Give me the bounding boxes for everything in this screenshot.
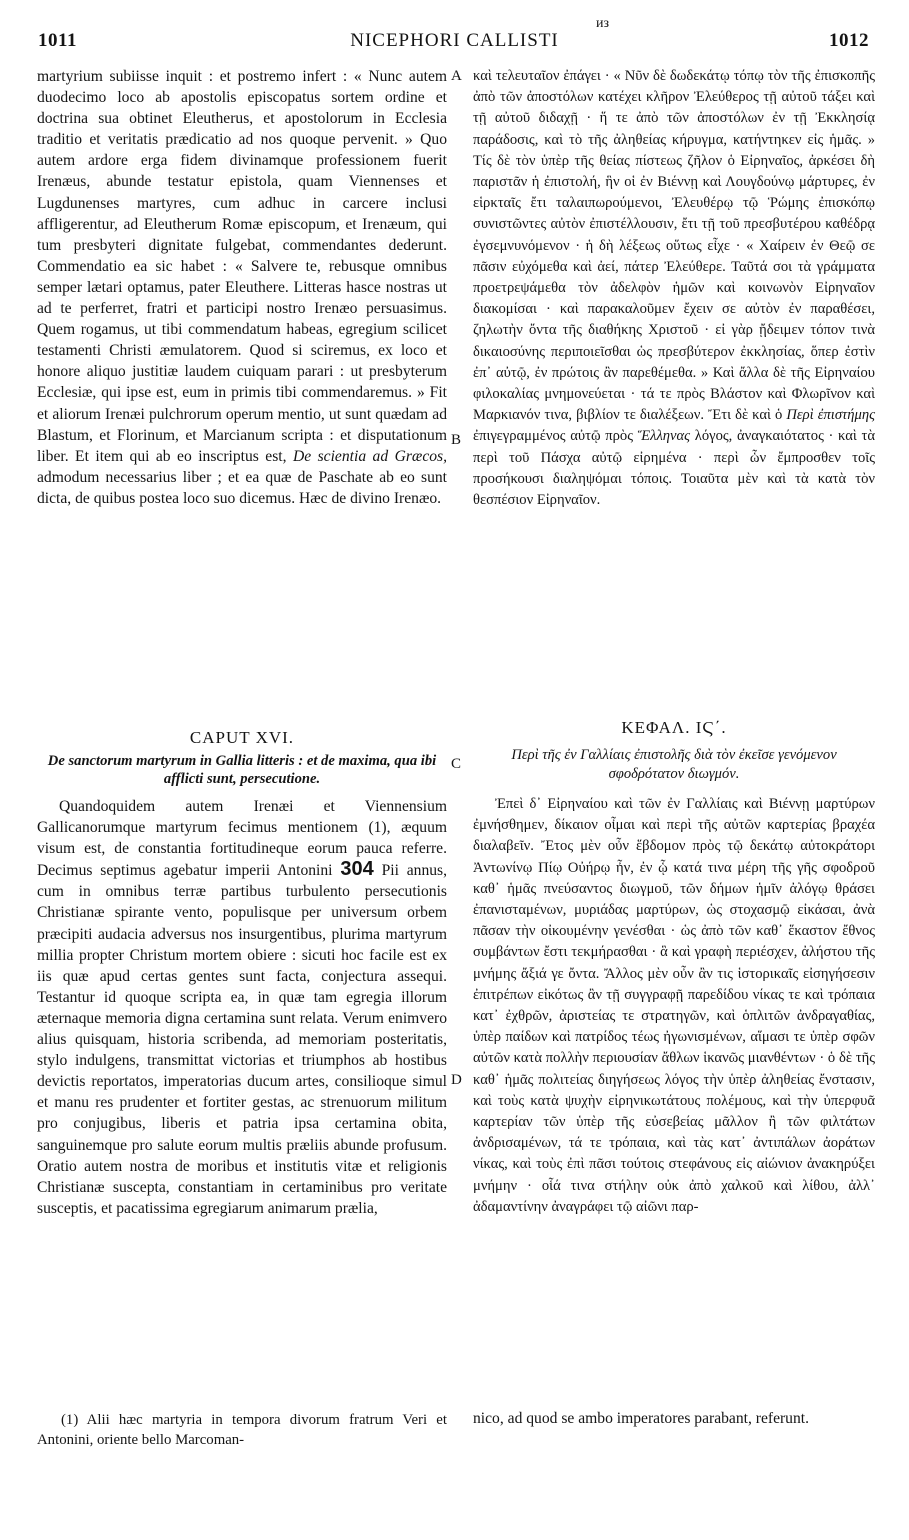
greek-body-text xyxy=(473,794,875,1218)
latin-chapter-subtitle: De sanctorum martyrum in Gallia litteris : et de maxima, qua ibi afflicti sunt, persecutione. xyxy=(47,753,437,787)
latin-top-italic: De scientia ad Græcos, xyxy=(292,447,448,465)
greek-top-main: καὶ τελευταῖον ἐπάγει · « Νῦν δὲ δωδεκάτῳ τόπῳ τὸν τῆς ἐπισκοπῆς ἀπὸ τῶν ἀποστόλων κατέχει κλῆρον Ἐλεύθερος τῇ αὐτοῦ τάξει καὶ τῇ αὐτοῦ διδαχῇ · ἥ τε ἀπὸ τῶν ἀποστόλων ἐν τῇ Ἐκκλησίᾳ παράδοσις, καὶ τὸ τῆς ἀληθείας κήρυγμα, κατήντηκεν εἰς ἡμᾶς. » Τίς δὲ τὸν ὑπὲρ τῆς θείας πίστεως ζῆλον ὁ Εἰρηναῖος, ἀρκέσει δὴ παριστᾶν ἡ ἐπιστολή, ἣν οἱ ἐν Βιέννῃ καὶ Λουγδούνῳ μάρτυρες, ἐν εἱρκταῖς ἔτι ταλαιπωρούμενοι, Ἐλευθέρῳ τῷ Ῥώμης ἐπισκόπῳ συνιστῶντες αὐτὸν ἐπιστέλλουσιν, ἔτι τῇ τοῦ πρεσβυτέρου καθέδρᾳ ἐγσεμνυνόμενον · ἡ δὴ λέξεως οὕτως εἶχε · « Χαίρειν ἐν Θεῷ σε πᾶσιν εὐχόμεθα καὶ ἀεί, πάτερ Ἐλεύθερε. Ταῦτά σοι τὰ γράμματα προετρεψάμεθα τὸν ἀδελφὸν ἡμῶν καὶ κοινωνὸν Εἰρηναῖον διακομίσαι · καὶ παρακαλοῦμεν ἔχειν σε αὐτὸν ἐν παραθέσει, ζηλωτὴν ὄντα τῆς διαθήκης Χριστοῦ · εἰ γὰρ ᾔδειμεν τόπον τινὰ δικαιοσύνης περιποιεῖσθαι ὡς πρεσβύτερον ἐκκλησίας, ὅπερ ἐστὶν ἐπ᾽ αὐτῷ, ἐν πρώτοις ἂν παρεθέμεθα. » Καὶ ἄλλα δὲ τῆς Εἰρηναίου φιλοκαλίας μνημονεύεται · τά τε πρὸς Βλάστον καὶ Φλωρῖνον καὶ Μαρκιανόν τινα, βιβλίον τε διαλέξεων. Ἔτι δὲ καὶ ὁ xyxy=(473,68,875,424)
latin-body-end: Pii annus, cum in omnibus terræ partibus turbulento persecutionis Christianæ spirante vento, populisque per universum orbem præcipiti audacia adversus nos insurgentibus, plurima martyrum millia propter Christum mortem obiere : sicuti hoc facile est ex iis quæ apud certas gentes sunt facta, conjectura assequi. Testantur id quoque scripta ea, in quæ tam egregia illorum æternaque memoria digna certamina sunt relata. Verum enimvero alius quisquam, historia scribenda, ad memoriam posteritatis, stylo indulgens, transmittat victorias et triumphos ab hostibus devictis reportatos, imperatorias ducum artes, consilioque simul et manu res prudenter et fortiter gestas, ac strenuorum militum pro conjugibus, liberis et patria ipsa certamina obita, sanguinemque pro salute eorum multis præliis abunde profusum. Oratio autem nostra de moribus et institutis vitæ et religionis Christianæ suscepta, constantiam in certaminibus pro veritate susceptis, et pacatissima egregiarum animarum prælia, xyxy=(37,862,448,1217)
margin-letter-c: C xyxy=(451,756,462,772)
greek-top-italic-2: Ἕλληνας xyxy=(637,428,691,445)
running-title: NICEPHORI CALLISTI xyxy=(350,30,559,51)
latin-top-main: martyrium subiisse inquit : et postremo infert : « Nunc autem duodecimo loco ab apostolis episcopatus sortem ordine et doctrina sua obtinet Eleutherus, et apostolorum in Ecclesia traditio et veritatis prædicatio ad nos quoque pervenit. » Quo autem ardore erga fidem divinamque professionem fuerit Irenæus, abunde testatur epistola, quam Viennenses et Lugdunenses martyres, cum adhuc in carcere inclusi affligerentur, ad Eleutherum Romæ episcopum, et Irenæum, qui tum presbyteri dignitate fulgebat, commendantes dederunt. Commendatio ea sic habet : « Salvere te, rebusque omnibus semper lætari optamus, pater Eleuthere. Litteras hasce nostras ut ad te perferret, fratri et participi nostro Irenæo persuasimus. Quem rogamus, ut tibi commendatum habeas, egregium scilicet testamenti Christi æmulatorem. Quod si sciremus, ex loco et honore aliquo justitiæ laudem cuiquam parari : ut presbyterum Ecclesiæ, qui ipse est, eum in primis tibi commendaremus. » Fit et aliorum Irenæi pulchrorum operum mentio, ut sunt quædam ad Blastum, et Florinum, et Marcianum scripta : et disputationum liber. Et item qui ab eo inscriptus est, xyxy=(37,68,447,465)
latin-continuation: nico, ad quod se ambo imperatores parabant, referunt. xyxy=(473,1410,810,1427)
margin-letter-d: D xyxy=(451,1072,462,1088)
page-number-right: 1012 xyxy=(829,30,869,51)
latin-top-text xyxy=(37,66,447,509)
corner-mark: ᴎᴈ xyxy=(596,16,610,31)
latin-chapter-title: CAPUT XVI. xyxy=(189,728,295,747)
margin-letter-a: A xyxy=(451,68,462,84)
greek-chapter-subtitle: Περὶ τῆς ἐν Γαλλίαις ἐπιστολῆς διὰ τὸν ἐκεῖσε γενόμενον σφοδρότατον διωγμόν. xyxy=(511,747,837,782)
greek-top-text xyxy=(473,66,875,511)
latin-body-text xyxy=(37,796,447,1219)
footnote: (1) Alii hæc martyria in tempora divorum fratrum Veri et Antonini, oriente bello Marcoman- xyxy=(37,1412,447,1448)
greek-top-italic: Περὶ ἐπιστήμης xyxy=(786,407,875,424)
greek-body: Ἐπεὶ δ᾽ Εἰρηναίου καὶ τῶν ἐν Γαλλίαις καὶ Βιέννῃ μαρτύρων ἐμνήσθημεν, δίκαιον οἶμαι καὶ περὶ τῆς αὐτῶν καρτερίας βραχέα διαλαβεῖν. Ἔτος μὲν οὖν ἕβδομον πρὸς τῷ δεκάτῳ αὐτοκράτορι Ἀντωνίνῳ Πίῳ Οὐήρῳ ἦν, ἐν ᾧ κατά τινα μέρη τῆς γῆς σφοδροῦ καθ᾽ ἡμᾶς πνεύσαντος διωγμοῦ, τῶν δήμων ἡμῖν ἀλόγῳ θράσει ἐπανισταμένων, μυριάδας μαρτύρων, ὡς στοχασμῷ εἰκάσαι, ἀνὰ πᾶσαν τὴν οἰκουμένην γενέσθαι · ὡς ἀπὸ τῶν καθ᾽ ἕκαστον ἔθνος συμβάντων ἔστι τεκμήρασθαι · ἃ καὶ γραφὴ περιέσχεν, ἀλήστου τῆς μνήμης ἄξιά γε ὄντα. Ἄλλος μὲν οὖν ἂν τις ἱστορικαῖς εἰσηγήσεσιν ἐπιτρέπων εἰκότως ἂν τῇ συγγραφῇ παρεδίδου νίκας τε καὶ τρόπαια κατ᾽ ἐχθρῶν, ἀριστείας τε στρατηγῶν, καὶ ὁπλιτῶν ἀνδραγαθίας, ὑπὲρ παίδων καὶ πατρίδος τέως ἠγωνισμένων, αἵμασι τε ὑπὲρ σφῶν αὐτῶν κατὰ πολλὴν περιουσίαν ἄθλων ἱκανῶς μιανθέντων · ὁ δὲ τῆς καθ᾽ ἡμᾶς πολιτείας διηγήσεως λόγος τὴν ὑπὲρ ἀληθείας ἔνστασιν, καὶ τοὺς κατὰ ψυχὴν εἰρηνικωτάτους πολέμους, καὶ τὴν ὑπερφυᾶ καρτερίαν τῶν ὑπὲρ τῆς εὐσεβείας μᾶλλον ἢ τῶν φιλτάτων ἀνδρισαμένων, τά τε τρόπαια, καὶ τὰς κατ᾽ ἀντιπάλων ἀοράτων νίκας, καὶ τοὺς ἐπὶ πᾶσι τούτοις στεφάνους εἰς αἰώνιον ἀνακηρύξει μνήμην · οἷά τινα στήλην οὐκ ἀπὸ χαλκοῦ καὶ λίθου, ἀλλ᾽ ἀδαμαντίνην ἀναγράφει τῷ αἰῶνι παρ- xyxy=(473,796,875,1215)
greek-top-mid: ἐπιγεγραμμένος αὐτῷ πρὸς xyxy=(473,428,633,445)
latin-page-number: 304 xyxy=(340,858,374,881)
greek-chapter-title: ΚΕΦΑΛ. ΙϚ΄. xyxy=(621,718,727,737)
latin-body-start: Quandoquidem autem Irenæi et Viennensium Gallicanorumque martyrum fecimus mentionem (1), æquum visum est, de constantia fortitudineque eorum pauca referre. Decimus septimus agebatur imperii Antonini xyxy=(37,798,447,880)
page-number-left: 1011 xyxy=(38,30,77,51)
greek-top-end: λόγος, ἀναγκαιότατος · καὶ τὰ περὶ τοῦ Πάσχα αὐτῷ εἰρημένα · περὶ ὧν ἔμπροσθεν τοῖς προσήκουσι διαληψόμαι τόποις. Τοιαῦτα μὲν καὶ τὰ κατὰ τὸν θεσπέσιον Εἰρηναῖον. xyxy=(473,428,875,509)
latin-top-end: admodum necessarius liber ; et ea quæ de Paschate ab eo sunt dicta, de quibus postea loco suo dicemus. Hæc de divino Irenæo. xyxy=(37,468,447,507)
margin-letter-b: B xyxy=(451,432,462,448)
